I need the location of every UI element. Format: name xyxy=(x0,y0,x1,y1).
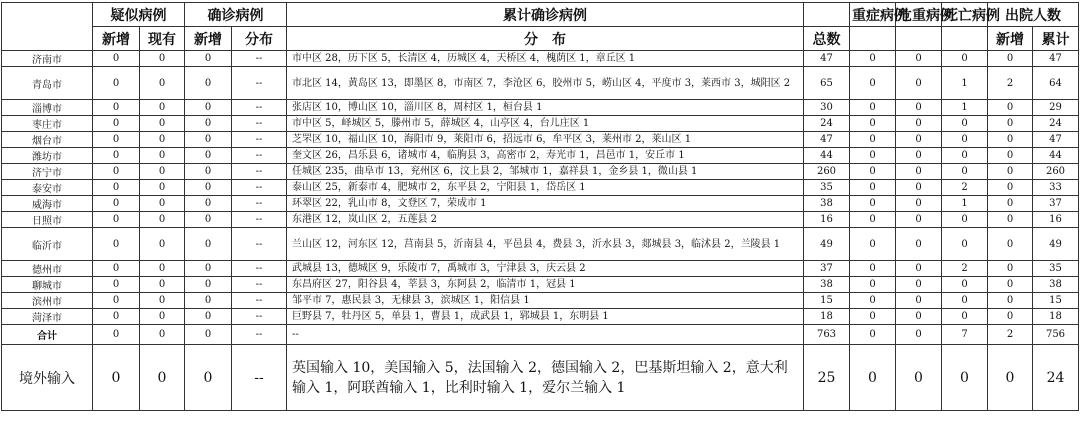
severe-cell: 0 xyxy=(850,132,896,148)
discharged-new-cell: 0 xyxy=(988,196,1033,212)
header-critical-2 xyxy=(896,27,942,51)
discharged-cumulative-cell: 15 xyxy=(1033,293,1079,309)
suspected-current-cell: 0 xyxy=(140,180,185,196)
discharged-new-cell: 2 xyxy=(988,67,1033,100)
confirmed-distribution-cell: -- xyxy=(232,345,287,411)
confirmed-new-cell: 0 xyxy=(185,345,232,411)
confirmed-new-cell: 0 xyxy=(185,277,232,293)
confirmed-distribution-cell: -- xyxy=(232,309,287,325)
suspected-new-cell: 0 xyxy=(93,309,140,325)
critical-cell: 0 xyxy=(896,116,942,132)
table-row xyxy=(2,212,1079,228)
suspected-new-cell: 0 xyxy=(93,100,140,116)
suspected-current-cell: 0 xyxy=(140,345,185,411)
discharged-new-cell: 0 xyxy=(988,212,1033,228)
confirmed-new-cell: 0 xyxy=(185,67,232,100)
critical-cell: 0 xyxy=(896,212,942,228)
cumulative-distribution-cell: 武城县 13，德城区 9，乐陵市 7，禹城市 3，宁津县 3，庆云县 2 xyxy=(287,261,804,277)
discharged-new-cell: 0 xyxy=(988,164,1033,180)
suspected-current-cell: 0 xyxy=(140,196,185,212)
death-cell: 0 xyxy=(942,345,988,411)
severe-cell: 0 xyxy=(850,345,896,411)
confirmed-distribution-cell: -- xyxy=(232,116,287,132)
critical-cell: 0 xyxy=(896,293,942,309)
header-cumulative-blank xyxy=(804,3,850,27)
cumulative-distribution-cell: 市北区 14，黄岛区 13，即墨区 8，市南区 7，李沧区 6，胶州市 5，崂山区 4，平度市 3，莱西市 3，城阳区 2 xyxy=(287,67,804,100)
discharged-cumulative-cell: 16 xyxy=(1033,212,1079,228)
header-suspected-current: 现有 xyxy=(140,27,185,51)
city-cell: 聊城市 xyxy=(2,277,93,293)
confirmed-distribution-cell: -- xyxy=(232,100,287,116)
confirmed-new-cell: 0 xyxy=(185,212,232,228)
cumulative-total-cell: 49 xyxy=(804,228,850,261)
confirmed-new-cell: 0 xyxy=(185,293,232,309)
discharged-new-cell: 2 xyxy=(988,325,1033,345)
discharged-cumulative-cell: 38 xyxy=(1033,277,1079,293)
suspected-current-cell: 0 xyxy=(140,293,185,309)
suspected-current-cell: 0 xyxy=(140,132,185,148)
discharged-new-cell: 0 xyxy=(988,148,1033,164)
discharged-new-cell: 0 xyxy=(988,277,1033,293)
header-cumulative-distribution: 分 布 xyxy=(287,27,804,51)
discharged-cumulative-cell: 47 xyxy=(1033,132,1079,148)
confirmed-new-cell: 0 xyxy=(185,100,232,116)
discharged-cumulative-cell: 24 xyxy=(1033,116,1079,132)
city-cell: 潍坊市 xyxy=(2,148,93,164)
death-cell: 0 xyxy=(942,228,988,261)
header-severe: 重症病例 xyxy=(850,3,896,27)
severe-cell: 0 xyxy=(850,325,896,345)
death-cell: 7 xyxy=(942,325,988,345)
death-cell: 0 xyxy=(942,116,988,132)
confirmed-new-cell: 0 xyxy=(185,261,232,277)
city-cell: 境外输入 xyxy=(2,345,93,411)
confirmed-distribution-cell: -- xyxy=(232,261,287,277)
cumulative-distribution-cell: 市中区 28，历下区 5，长清区 4，历城区 4，天桥区 4，槐荫区 1，章丘区 1 xyxy=(287,51,804,67)
critical-cell: 0 xyxy=(896,51,942,67)
confirmed-distribution-cell: -- xyxy=(232,148,287,164)
severe-cell: 0 xyxy=(850,100,896,116)
death-cell: 2 xyxy=(942,261,988,277)
header-city-blank xyxy=(2,3,93,51)
cumulative-total-cell: 47 xyxy=(804,132,850,148)
cumulative-distribution-cell: 东港区 12，岚山区 2，五莲县 2 xyxy=(287,212,804,228)
imported-cases-row xyxy=(2,345,1079,411)
death-cell: 0 xyxy=(942,293,988,309)
suspected-new-cell: 0 xyxy=(93,132,140,148)
suspected-current-cell: 0 xyxy=(140,309,185,325)
severe-cell: 0 xyxy=(850,212,896,228)
cumulative-total-cell: 35 xyxy=(804,180,850,196)
confirmed-new-cell: 0 xyxy=(185,180,232,196)
death-cell: 0 xyxy=(942,164,988,180)
cumulative-total-cell: 260 xyxy=(804,164,850,180)
cumulative-distribution-cell: 兰山区 12，河东区 12，莒南县 5，沂南县 4，平邑县 4，费县 3，沂水县 3，郯城县 3，临沭县 2，兰陵县 1 xyxy=(287,228,804,261)
city-cell: 淄博市 xyxy=(2,100,93,116)
cumulative-distribution-cell: 张店区 10，博山区 10，淄川区 8，周村区 1，桓台县 1 xyxy=(287,100,804,116)
discharged-cumulative-cell: 44 xyxy=(1033,148,1079,164)
header-severe-2 xyxy=(850,27,896,51)
suspected-new-cell: 0 xyxy=(93,293,140,309)
suspected-new-cell: 0 xyxy=(93,277,140,293)
cumulative-total-cell: 37 xyxy=(804,261,850,277)
confirmed-new-cell: 0 xyxy=(185,309,232,325)
suspected-new-cell: 0 xyxy=(93,261,140,277)
cumulative-total-cell: 44 xyxy=(804,148,850,164)
cumulative-distribution-cell: 巨野县 7，牡丹区 5，单县 1，曹县 1，成武县 1，郓城县 1，东明县 1 xyxy=(287,309,804,325)
discharged-new-cell: 0 xyxy=(988,228,1033,261)
discharged-new-cell: 0 xyxy=(988,345,1033,411)
death-cell: 1 xyxy=(942,100,988,116)
case-statistics-table xyxy=(1,2,1079,411)
header-death: 死亡病例 xyxy=(942,3,988,27)
discharged-new-cell: 0 xyxy=(988,100,1033,116)
table-row xyxy=(2,180,1079,196)
header-discharged: 出院人数 xyxy=(988,3,1079,27)
cumulative-total-cell: 38 xyxy=(804,277,850,293)
city-cell: 菏泽市 xyxy=(2,309,93,325)
discharged-cumulative-cell: 260 xyxy=(1033,164,1079,180)
cumulative-distribution-cell: 市中区 5，峄城区 5，滕州市 5，薛城区 4，山亭区 4，台儿庄区 1 xyxy=(287,116,804,132)
death-cell: 0 xyxy=(942,132,988,148)
header-critical: 危重病例 xyxy=(896,3,942,27)
discharged-new-cell: 0 xyxy=(988,309,1033,325)
suspected-current-cell: 0 xyxy=(140,100,185,116)
table-row xyxy=(2,164,1079,180)
confirmed-new-cell: 0 xyxy=(185,196,232,212)
cumulative-distribution-cell: 东昌府区 27，阳谷县 4，莘县 3，东阿县 2，临清市 1，冠县 1 xyxy=(287,277,804,293)
confirmed-distribution-cell: -- xyxy=(232,293,287,309)
death-cell: 2 xyxy=(942,180,988,196)
city-cell: 烟台市 xyxy=(2,132,93,148)
discharged-cumulative-cell: 29 xyxy=(1033,100,1079,116)
confirmed-distribution-cell: -- xyxy=(232,196,287,212)
confirmed-distribution-cell: -- xyxy=(232,67,287,100)
suspected-new-cell: 0 xyxy=(93,325,140,345)
critical-cell: 0 xyxy=(896,180,942,196)
critical-cell: 0 xyxy=(896,261,942,277)
header-suspected: 疑似病例 xyxy=(93,3,185,27)
header-death-2 xyxy=(942,27,988,51)
suspected-current-cell: 0 xyxy=(140,325,185,345)
confirmed-new-cell: 0 xyxy=(185,51,232,67)
severe-cell: 0 xyxy=(850,67,896,100)
cumulative-distribution-cell: 泰山区 25，新泰市 4，肥城市 2，东平县 2，宁阳县 1，岱岳区 1 xyxy=(287,180,804,196)
cumulative-distribution-cell: 芝罘区 10，福山区 10，海阳市 9，莱阳市 6，招远市 6，牟平区 3，莱州市 2，莱山区 1 xyxy=(287,132,804,148)
confirmed-new-cell: 0 xyxy=(185,325,232,345)
header-confirmed-new: 新增 xyxy=(185,27,232,51)
table-row xyxy=(2,51,1079,67)
confirmed-distribution-cell: -- xyxy=(232,277,287,293)
suspected-new-cell: 0 xyxy=(93,196,140,212)
suspected-current-cell: 0 xyxy=(140,164,185,180)
discharged-cumulative-cell: 756 xyxy=(1033,325,1079,345)
confirmed-new-cell: 0 xyxy=(185,148,232,164)
suspected-current-cell: 0 xyxy=(140,51,185,67)
city-cell: 临沂市 xyxy=(2,228,93,261)
discharged-new-cell: 0 xyxy=(988,132,1033,148)
table-row xyxy=(2,261,1079,277)
header-discharged-cumulative: 累计 xyxy=(1033,27,1079,51)
header-suspected-new: 新增 xyxy=(93,27,140,51)
severe-cell: 0 xyxy=(850,164,896,180)
severe-cell: 0 xyxy=(850,196,896,212)
critical-cell: 0 xyxy=(896,196,942,212)
death-cell: 0 xyxy=(942,277,988,293)
cumulative-total-cell: 24 xyxy=(804,116,850,132)
confirmed-distribution-cell: -- xyxy=(232,325,287,345)
severe-cell: 0 xyxy=(850,51,896,67)
table-row xyxy=(2,67,1079,100)
confirmed-new-cell: 0 xyxy=(185,164,232,180)
critical-cell: 0 xyxy=(896,67,942,100)
death-cell: 0 xyxy=(942,51,988,67)
cumulative-total-cell: 15 xyxy=(804,293,850,309)
confirmed-distribution-cell: -- xyxy=(232,51,287,67)
city-cell: 济宁市 xyxy=(2,164,93,180)
severe-cell: 0 xyxy=(850,309,896,325)
critical-cell: 0 xyxy=(896,132,942,148)
city-cell: 枣庄市 xyxy=(2,116,93,132)
discharged-cumulative-cell: 18 xyxy=(1033,309,1079,325)
table-row xyxy=(2,196,1079,212)
confirmed-distribution-cell: -- xyxy=(232,132,287,148)
suspected-current-cell: 0 xyxy=(140,67,185,100)
critical-cell: 0 xyxy=(896,228,942,261)
discharged-cumulative-cell: 33 xyxy=(1033,180,1079,196)
severe-cell: 0 xyxy=(850,261,896,277)
discharged-cumulative-cell: 37 xyxy=(1033,196,1079,212)
header-row-1 xyxy=(2,3,1079,27)
cumulative-total-cell: 18 xyxy=(804,309,850,325)
confirmed-distribution-cell: -- xyxy=(232,212,287,228)
cumulative-total-cell: 30 xyxy=(804,100,850,116)
suspected-new-cell: 0 xyxy=(93,116,140,132)
city-cell: 威海市 xyxy=(2,196,93,212)
city-cell: 德州市 xyxy=(2,261,93,277)
critical-cell: 0 xyxy=(896,100,942,116)
critical-cell: 0 xyxy=(896,345,942,411)
cumulative-distribution-cell: 奎文区 26，昌乐县 6，诸城市 4，临朐县 3，高密市 2，寿光市 1，昌邑市 1，安丘市 1 xyxy=(287,148,804,164)
confirmed-distribution-cell: -- xyxy=(232,228,287,261)
severe-cell: 0 xyxy=(850,293,896,309)
cumulative-total-cell: 38 xyxy=(804,196,850,212)
discharged-cumulative-cell: 47 xyxy=(1033,51,1079,67)
city-cell: 合计 xyxy=(2,325,93,345)
header-discharged-new: 新增 xyxy=(988,27,1033,51)
suspected-current-cell: 0 xyxy=(140,228,185,261)
severe-cell: 0 xyxy=(850,277,896,293)
suspected-new-cell: 0 xyxy=(93,228,140,261)
total-row xyxy=(2,325,1079,345)
death-cell: 0 xyxy=(942,309,988,325)
cumulative-distribution-cell: 环翠区 22，乳山市 8，文登区 7，荣成市 1 xyxy=(287,196,804,212)
critical-cell: 0 xyxy=(896,277,942,293)
severe-cell: 0 xyxy=(850,180,896,196)
cumulative-total-cell: 763 xyxy=(804,325,850,345)
discharged-new-cell: 0 xyxy=(988,116,1033,132)
suspected-new-cell: 0 xyxy=(93,345,140,411)
confirmed-new-cell: 0 xyxy=(185,116,232,132)
discharged-new-cell: 0 xyxy=(988,261,1033,277)
confirmed-new-cell: 0 xyxy=(185,132,232,148)
cumulative-distribution-cell: 英国输入 10，美国输入 5，法国输入 2，德国输入 2，巴基斯坦输入 2，意大利输入 1，阿联酋输入 1，比利时输入 1，爱尔兰输入 1 xyxy=(287,345,804,411)
suspected-current-cell: 0 xyxy=(140,261,185,277)
suspected-new-cell: 0 xyxy=(93,164,140,180)
table-row xyxy=(2,132,1079,148)
discharged-cumulative-cell: 64 xyxy=(1033,67,1079,100)
cumulative-total-cell: 47 xyxy=(804,51,850,67)
suspected-new-cell: 0 xyxy=(93,148,140,164)
discharged-cumulative-cell: 35 xyxy=(1033,261,1079,277)
confirmed-new-cell: 0 xyxy=(185,228,232,261)
suspected-new-cell: 0 xyxy=(93,180,140,196)
suspected-current-cell: 0 xyxy=(140,212,185,228)
suspected-current-cell: 0 xyxy=(140,148,185,164)
critical-cell: 0 xyxy=(896,148,942,164)
cumulative-distribution-cell: 邹平市 7，惠民县 3，无棣县 3，滨城区 1，阳信县 1 xyxy=(287,293,804,309)
cumulative-distribution-cell: -- xyxy=(287,325,804,345)
city-cell: 日照市 xyxy=(2,212,93,228)
header-confirmed: 确诊病例 xyxy=(185,3,287,27)
critical-cell: 0 xyxy=(896,325,942,345)
header-row-2 xyxy=(2,27,1079,51)
critical-cell: 0 xyxy=(896,164,942,180)
city-cell: 滨州市 xyxy=(2,293,93,309)
death-cell: 1 xyxy=(942,67,988,100)
table-body xyxy=(2,51,1079,411)
header-cumulative: 累计确诊病例 xyxy=(287,3,804,27)
table-row xyxy=(2,116,1079,132)
discharged-new-cell: 0 xyxy=(988,293,1033,309)
table-row xyxy=(2,148,1079,164)
city-cell: 青岛市 xyxy=(2,67,93,100)
discharged-new-cell: 0 xyxy=(988,51,1033,67)
table-row xyxy=(2,309,1079,325)
discharged-new-cell: 0 xyxy=(988,180,1033,196)
cumulative-total-cell: 65 xyxy=(804,67,850,100)
suspected-current-cell: 0 xyxy=(140,116,185,132)
header-cumulative-total: 总数 xyxy=(804,27,850,51)
confirmed-distribution-cell: -- xyxy=(232,180,287,196)
death-cell: 1 xyxy=(942,196,988,212)
city-cell: 泰安市 xyxy=(2,180,93,196)
severe-cell: 0 xyxy=(850,228,896,261)
table-row xyxy=(2,100,1079,116)
city-cell: 济南市 xyxy=(2,51,93,67)
header-confirmed-distribution: 分布 xyxy=(232,27,287,51)
table-row xyxy=(2,293,1079,309)
discharged-cumulative-cell: 24 xyxy=(1033,345,1079,411)
cumulative-total-cell: 16 xyxy=(804,212,850,228)
suspected-new-cell: 0 xyxy=(93,51,140,67)
death-cell: 0 xyxy=(942,148,988,164)
cumulative-total-cell: 25 xyxy=(804,345,850,411)
severe-cell: 0 xyxy=(850,148,896,164)
suspected-current-cell: 0 xyxy=(140,277,185,293)
suspected-new-cell: 0 xyxy=(93,212,140,228)
severe-cell: 0 xyxy=(850,116,896,132)
suspected-new-cell: 0 xyxy=(93,67,140,100)
confirmed-distribution-cell: -- xyxy=(232,164,287,180)
table-row xyxy=(2,228,1079,261)
cumulative-distribution-cell: 任城区 235，曲阜市 13，兖州区 6，汶上县 2，邹城市 1，嘉祥县 1，金乡县 1，微山县 1 xyxy=(287,164,804,180)
critical-cell: 0 xyxy=(896,309,942,325)
death-cell: 0 xyxy=(942,212,988,228)
table-row xyxy=(2,277,1079,293)
discharged-cumulative-cell: 49 xyxy=(1033,228,1079,261)
